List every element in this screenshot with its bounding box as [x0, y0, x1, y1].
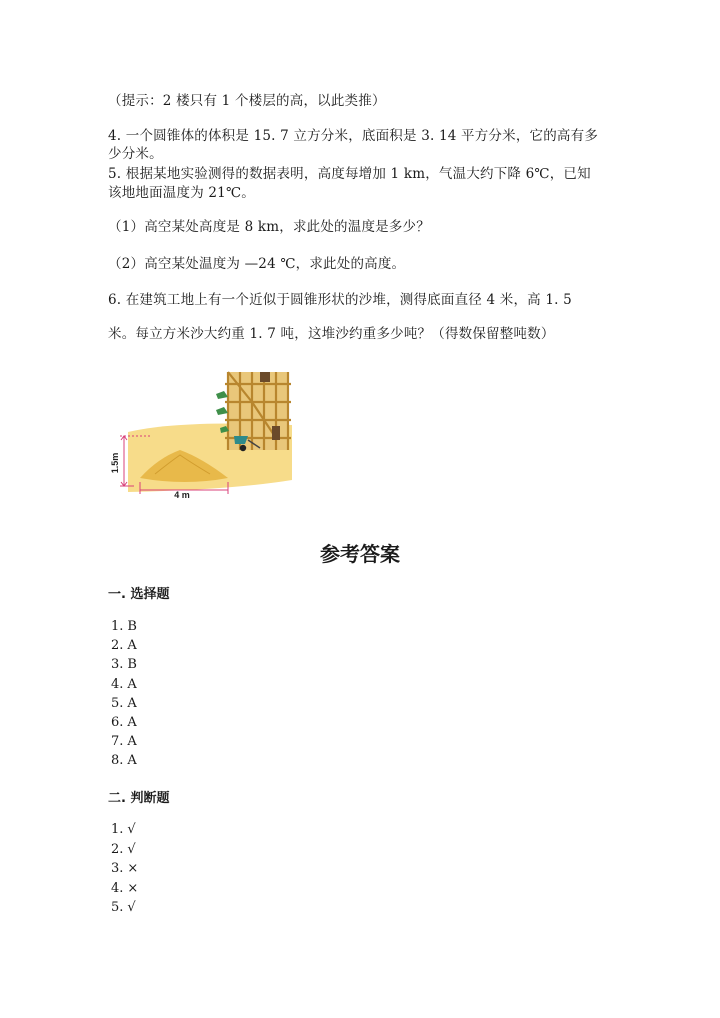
answer-item	[111, 657, 137, 672]
question-5-sub2: （2）高空某处温度为 —24 ℃，求此处的高度。	[108, 256, 406, 272]
answer-number: 5.	[111, 900, 124, 915]
answer-value: ×	[127, 861, 139, 876]
door-shape	[272, 426, 280, 440]
answer-item	[111, 619, 137, 634]
answer-item	[111, 715, 137, 730]
section-choice-heading: 一. 选择题	[108, 587, 170, 602]
answer-item	[111, 900, 136, 915]
answer-item	[111, 822, 136, 837]
answer-item	[111, 753, 137, 768]
answer-value: √	[127, 822, 136, 837]
answer-item	[111, 881, 138, 896]
answer-value: √	[127, 841, 136, 857]
answer-value: A	[127, 638, 137, 654]
question-4-line1: 4. 一个圆锥体的体积是 15. 7 立方分米，底面积是 3. 14 平方分米，它的高有多	[108, 128, 599, 144]
answer-value: A	[127, 715, 137, 730]
answer-item	[111, 696, 137, 711]
answer-number: 8.	[111, 753, 124, 769]
answer-number: 5.	[111, 695, 124, 711]
sand-pile-figure	[110, 370, 295, 500]
answer-item	[111, 861, 138, 876]
question-6-line1: 6. 在建筑工地上有一个近似于圆锥形状的沙堆，测得底面直径 4 米，高 1. 5	[108, 292, 572, 308]
answer-value: A	[127, 734, 137, 750]
answer-item	[111, 842, 136, 857]
height-label: 1.5m	[110, 452, 120, 474]
section-judge-heading: 二. 判断题	[108, 791, 170, 806]
answer-number: 3.	[111, 657, 124, 673]
question-5-sub1: （1）高空某处高度是 8 km，求此处的温度是多少？	[108, 219, 430, 235]
answer-item	[111, 638, 137, 653]
sand-pile-illustration	[110, 370, 295, 500]
answer-number: 2.	[111, 841, 124, 857]
answer-number: 7.	[111, 734, 124, 750]
answer-number: 1.	[111, 619, 124, 634]
answer-value: A	[127, 676, 137, 692]
answer-item	[111, 677, 137, 692]
answer-item	[111, 734, 137, 749]
answer-number: 2.	[111, 638, 124, 654]
answer-value: ×	[127, 880, 139, 896]
question-6-line2: 米。每立方米沙大约重 1. 7 吨，这堆沙约重多少吨？（得数保留整吨数）	[108, 326, 555, 342]
answer-value: B	[127, 619, 137, 634]
question-hint: （提示：2 楼只有 1 个楼层的高，以此类推）	[108, 93, 386, 109]
width-label: 4 m	[174, 490, 190, 500]
question-4-line2: 少分米。	[108, 146, 163, 162]
question-5-line2: 该地地面温度为 21℃。	[108, 185, 255, 201]
window-shape	[260, 372, 270, 382]
answer-value: A	[127, 753, 137, 769]
question-5-line1: 5. 根据某地实验测得的数据表明，高度每增加 1 km，气温大约下降 6℃，已知	[108, 166, 591, 182]
answers-title: 参考答案	[320, 542, 400, 566]
answer-value: A	[127, 695, 137, 711]
answer-number: 6.	[111, 715, 124, 730]
answer-number: 4.	[111, 676, 124, 692]
answer-value: √	[127, 900, 136, 915]
answer-number: 3.	[111, 861, 124, 876]
answer-value: B	[127, 657, 137, 673]
answer-number: 4.	[111, 880, 124, 896]
answer-number: 1.	[111, 822, 124, 837]
